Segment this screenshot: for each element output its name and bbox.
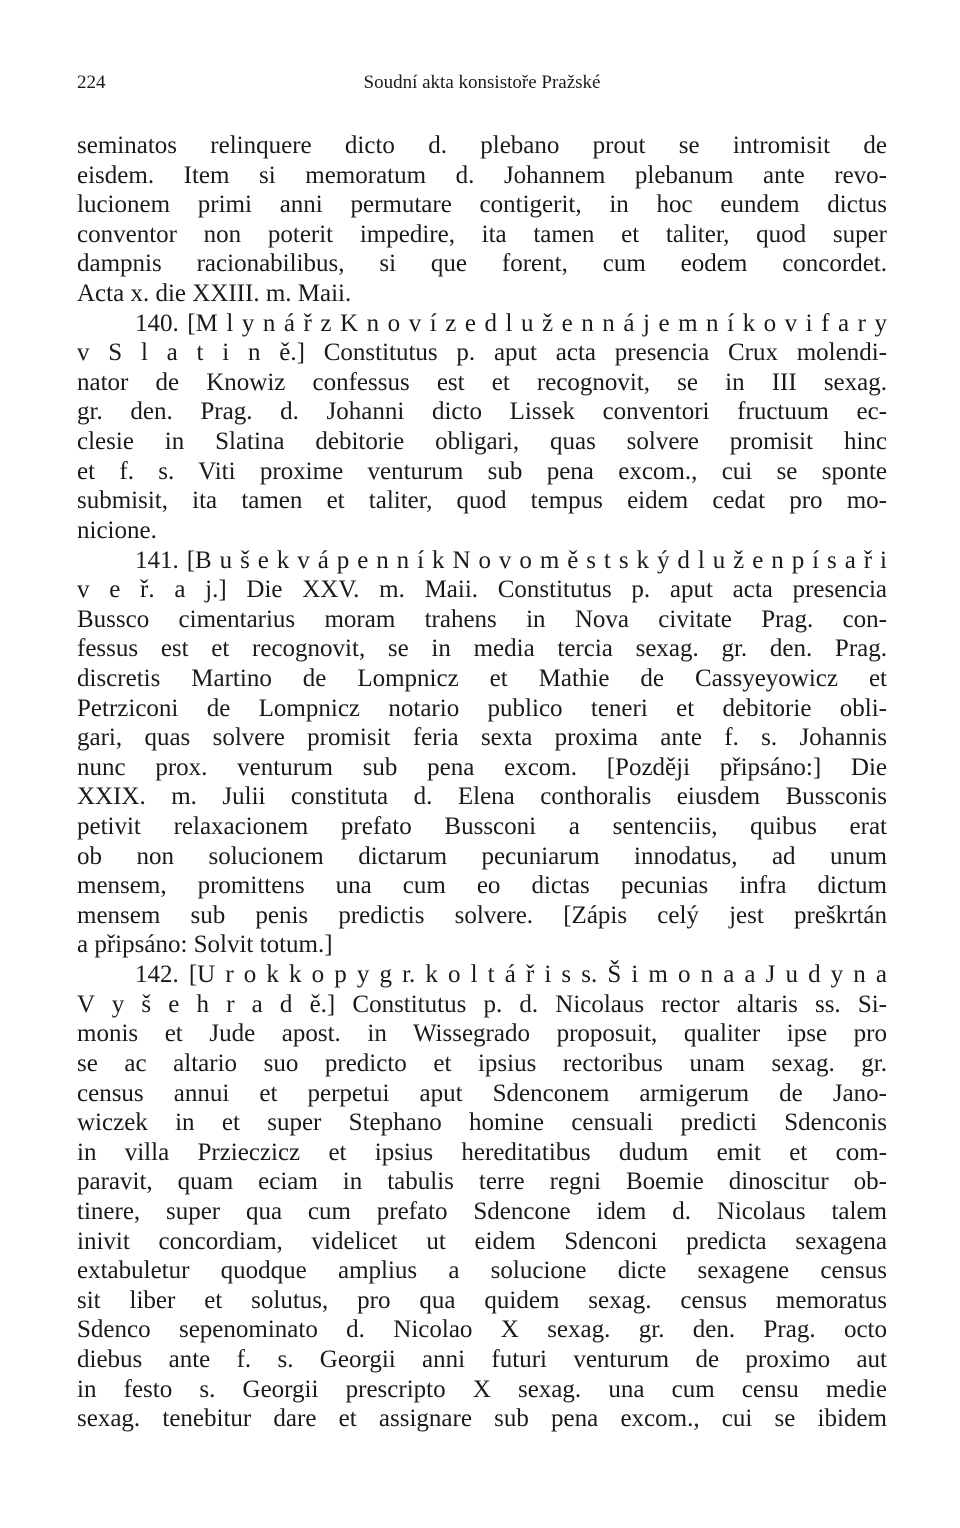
text-line: nunc prox. venturum sub pena excom. [Později připsáno:] Die [77, 753, 887, 781]
body-text [77, 131, 887, 1434]
page-header [77, 68, 887, 98]
text-line: nicione. [77, 516, 157, 544]
text-line: gari, quas solvere promisit feria sexta proxima ante f. s. Johannis [77, 724, 887, 752]
text-line: in villa Przieczicz et ipsius hereditatibus dudum emit et com- [77, 1138, 887, 1166]
text-line: eisdem. Item si memoratum d. Johannem plebanum ante revo- [77, 161, 887, 189]
text-line: wiczek in et super Stephano homine censuali predicti Sdenconis [77, 1109, 887, 1137]
text-line: Acta x. die XXIII. m. Maii. [77, 280, 352, 308]
text-line: 141. [B u š e k v á p e n n í k N o v o m ě s t s k ý d l u ž e n p í s a ř i [135, 546, 887, 574]
text-line: V y š e h r a d ě.] Constitutus p. d. Nicolaus rector altaris ss. Si- [77, 990, 887, 1018]
text-line: v S l a t i n ě.] Constitutus p. aput acta presencia Crux molendi- [77, 339, 887, 367]
text-line: lucionem primi anni permutare contigerit, in hoc eundem dictus [77, 191, 887, 219]
text-line: clesie in Slatina debitorie obligari, quas solvere promisit hinc [77, 428, 887, 456]
text-line: sexag. tenebitur dare et assignare sub pena excom., cui se ibidem [77, 1405, 887, 1433]
text-line: diebus ante f. s. Georgii anni futuri venturum de proximo aut [77, 1345, 887, 1373]
text-line: Petrziconi de Lompnicz notario publico teneri et debitorie obli- [77, 694, 887, 722]
text-line: mensem, promittens una cum eo dictas pecunias infra dictum [77, 872, 887, 900]
text-line: Bussco cimentarius moram trahens in Nova civitate Prag. con- [77, 605, 887, 633]
text-line: inivit concordiam, videlicet ut eidem Sdenconi predicta sexagena [77, 1227, 887, 1255]
text-line: submisit, ita tamen et taliter, quod tempus eidem cedat pro mo- [77, 487, 887, 515]
text-line: dampnis racionabilibus, si que forent, cum eodem concordet. [77, 250, 887, 278]
text-line: gr. den. Prag. d. Johanni dicto Lissek conventori fructuum ec- [77, 398, 887, 426]
page-number: 224 [77, 72, 106, 93]
text-line: extabuletur quodque amplius a solucione dicte sexagene census [77, 1257, 887, 1285]
text-line: Sdenco sepenominato d. Nicolao X sexag. gr. den. Prag. octo [77, 1316, 887, 1344]
text-line: nator de Knowiz confessus est et recognovit, se in III sexag. [77, 368, 887, 396]
text-line: paravit, quam eciam in tabulis terre regni Boemie dinoscitur ob- [77, 1168, 887, 1196]
text-line: tinere, super qua cum prefato Sdencone idem d. Nicolaus talem [77, 1197, 887, 1225]
running-title: Soudní akta konsistoře Pražské [363, 72, 601, 93]
text-line: petivit relaxacionem prefato Bussconi a sentenciis, quibus erat [77, 813, 887, 841]
text-line: et f. s. Viti proxime venturum sub pena excom., cui se sponte [77, 457, 887, 485]
text-line: 142. [U r o k k o p y g r. k o l t á ř i s s. Š i m o n a a J u d y n a [135, 961, 887, 989]
text-line: mensem sub penis predictis solvere. [Zápis celý jest preškrtán [77, 901, 887, 929]
text-line: seminatos relinquere dicto d. plebano prout se intromisit de [77, 132, 887, 159]
text-line: fessus est et recognovit, se in media tercia sexag. gr. den. Prag. [77, 635, 887, 663]
text-line: in festo s. Georgii prescripto X sexag. una cum censu medie [77, 1375, 887, 1403]
text-line: discretis Martino de Lompnicz et Mathie de Cassyeyowicz et [77, 664, 887, 692]
text-line: 140. [M l y n á ř z K n o v í z e d l u ž e n n á j e m n í k o v i f a r y [135, 309, 887, 337]
text-line: ob non solucionem dictarum pecuniarum innodatus, ad unum [77, 842, 887, 870]
text-line: sit liber et solutus, pro qua quidem sexag. census memoratus [77, 1286, 887, 1314]
text-line: v e ř. a j.] Die XXV. m. Maii. Constitutus p. aput acta presencia [77, 576, 887, 604]
text-line: monis et Jude apost. in Wissegrado proposuit, qualiter ipse pro [77, 1020, 887, 1048]
text-line: XXIX. m. Julii constituta d. Elena conthoralis eiusdem Bussconis [77, 783, 887, 811]
text-line: conventor non poterit impedire, ita tamen et taliter, quod super [77, 220, 887, 248]
text-line: a připsáno: Solvit totum.] [77, 931, 333, 959]
text-line: census annui et perpetui aput Sdenconem armigerum de Jano- [77, 1079, 887, 1107]
text-line: se ac altario suo predicto et ipsius rectoribus unam sexag. gr. [77, 1049, 887, 1077]
